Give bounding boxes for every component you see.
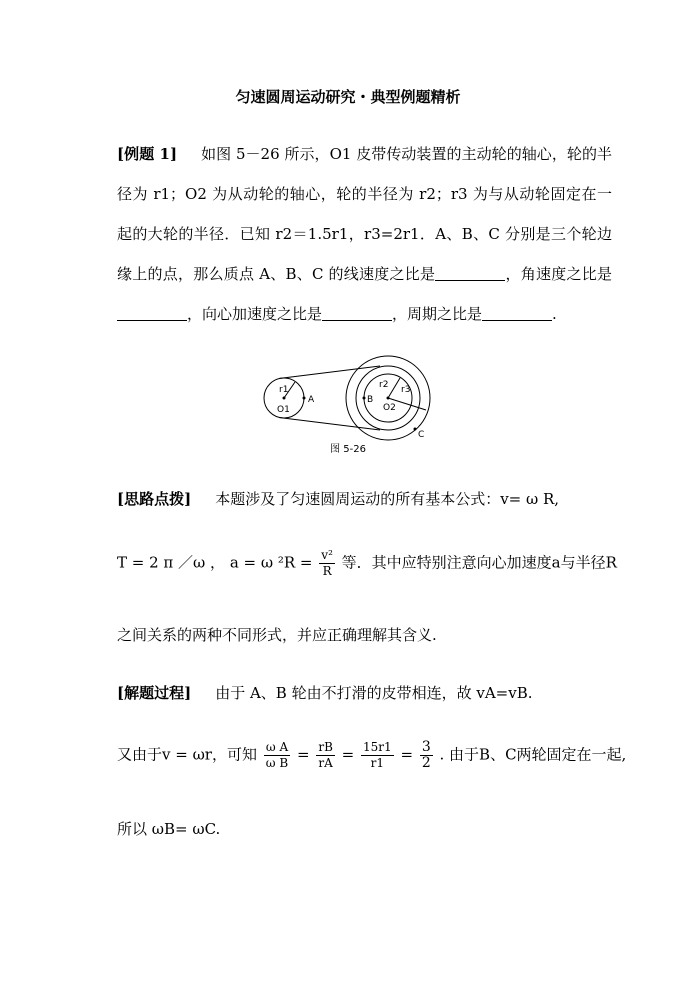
fraction-v2-over-r — [319, 548, 335, 579]
solution-text-1: 由于 A、B 轮由不打滑的皮带相连，故 vA=vB. — [215, 684, 533, 702]
fraction-denominator: ω B — [265, 756, 289, 770]
equals-sign: = — [341, 745, 355, 764]
point-b-dot — [363, 397, 366, 400]
fraction-numerator: 3 — [421, 739, 431, 755]
label-r2: r2 — [379, 380, 389, 390]
figure-caption: 图 5-26 — [330, 444, 366, 455]
fraction-denominator: 2 — [421, 755, 431, 771]
example-text-5: . — [552, 305, 557, 323]
hint-line-2 — [117, 548, 617, 579]
center-o1-dot — [283, 397, 286, 400]
example-text-3: ，向心加速度之比是 — [187, 305, 323, 323]
fraction-numerator: v² — [321, 548, 333, 562]
example-paragraph — [117, 134, 612, 334]
label-r3: r3 — [401, 385, 411, 395]
hint-text-2b: 等．其中应特别注意向心加速度a与半径R — [341, 553, 617, 572]
hint-line-3: 之间关系的两种不同形式，并应正确理解其含义. — [117, 626, 437, 644]
fraction-denominator: r1 — [370, 756, 385, 770]
center-o2-dot — [387, 397, 390, 400]
fraction-numerator: ω A — [264, 740, 290, 756]
answer-blank-4 — [482, 306, 552, 321]
label-a: A — [308, 395, 315, 405]
fraction-numerator: 15r1 — [363, 740, 392, 754]
answer-blank-2 — [117, 306, 187, 321]
solution-text-2b: . 由于B、C两轮固定在一起, — [439, 745, 627, 764]
radius-r2 — [388, 378, 400, 398]
fraction-numerator: rB — [318, 740, 333, 754]
point-a-dot — [303, 397, 306, 400]
page-title: 匀速圆周运动研究・典型例题精析 — [235, 88, 461, 106]
hint-text-2a: T = 2 π ／ω ， a = ω ²R = — [117, 553, 313, 572]
label-b: B — [367, 395, 374, 405]
example-text-4: ，周期之比是 — [392, 305, 483, 323]
example-tag: [例题 1] — [117, 145, 178, 163]
label-r1: r1 — [279, 385, 289, 395]
label-c: C — [418, 430, 425, 440]
point-c-dot — [414, 428, 417, 431]
hint-text-1: 本题涉及了匀速圆周运动的所有基本公式：v= ω R, — [215, 490, 560, 508]
answer-blank-3 — [322, 306, 392, 321]
solution-line-3: 所以 ωB= ωC. — [117, 820, 221, 838]
solution-tag: [解题过程] — [117, 684, 192, 702]
solution-line-2 — [117, 740, 626, 771]
fraction-three-halves — [420, 740, 433, 771]
solution-text-2a: 又由于v = ωr，可知 — [117, 745, 257, 764]
answer-blank-1 — [435, 266, 505, 281]
fraction-denominator: rA — [318, 756, 333, 770]
label-o1: O1 — [277, 405, 290, 415]
fraction-r-ratio — [316, 740, 335, 771]
solution-line-1 — [117, 682, 533, 703]
hint-line-1 — [117, 488, 559, 509]
label-o2: O2 — [383, 403, 396, 413]
fraction-denominator: R — [322, 564, 332, 578]
equals-sign: = — [296, 745, 310, 764]
fraction-15r1-over-r1 — [361, 740, 394, 771]
example-text-1: 如图 5－26 所示，O1 皮带传动装置的主动轮的轴心，轮的半径为 r1；O2 为从动轮的轴心，轮的半径为 r2；r3 为与从动轮固定在一起的大轮的半径．已知 r2＝1.5r1，r3=2r1．A、B、C 分别是三个轮边缘上的点，那么质点 A、B、C 的线速度之比是 — [117, 145, 612, 283]
hint-tag: [思路点拨] — [117, 490, 192, 508]
equals-sign: = — [400, 745, 414, 764]
fraction-omega-ratio — [264, 740, 290, 771]
example-text-2: ，角速度之比是 — [505, 265, 612, 283]
